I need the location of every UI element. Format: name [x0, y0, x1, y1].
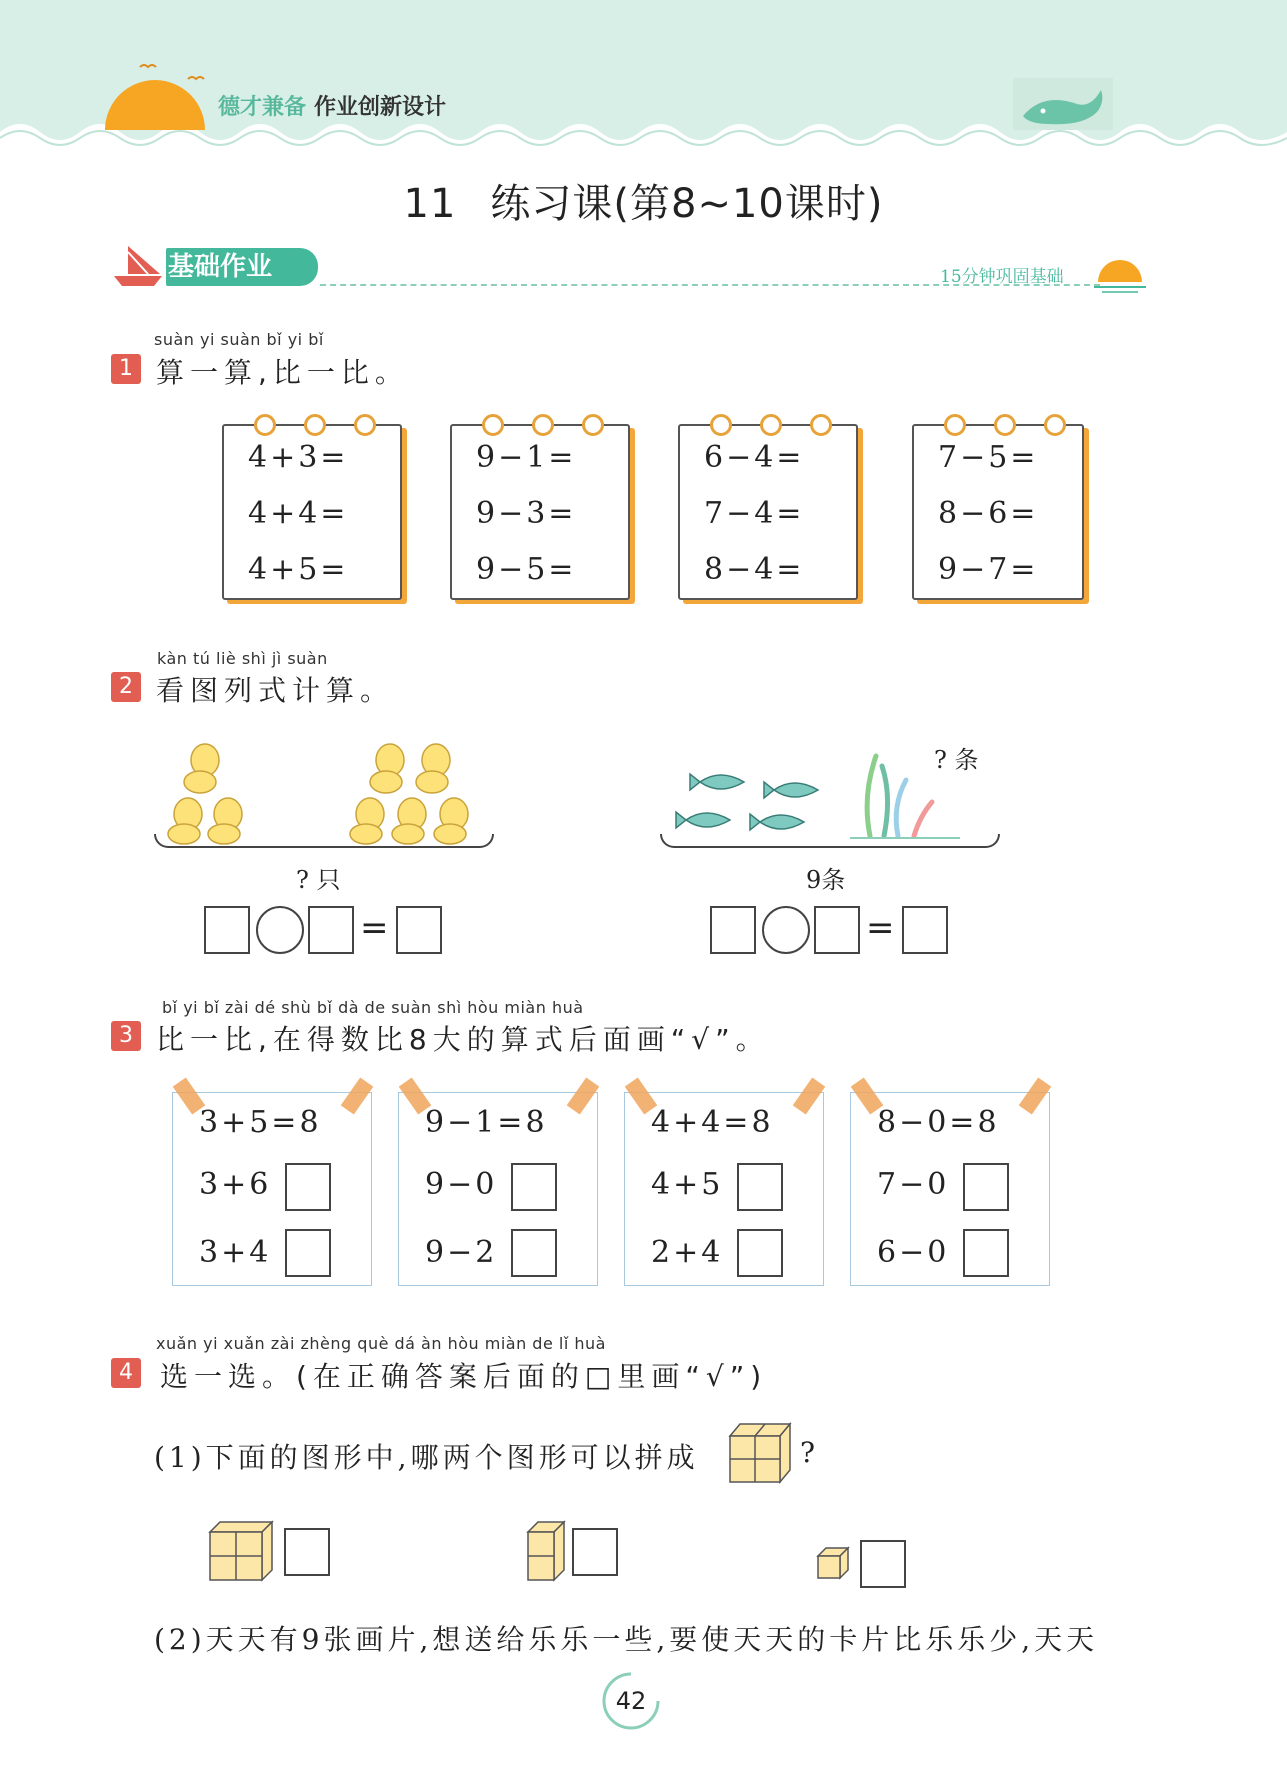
- q4-number: 4: [111, 1358, 141, 1388]
- q2-right-box-3[interactable]: [902, 906, 948, 954]
- target-cube-icon: [726, 1418, 794, 1484]
- q3-note-4-item-2: 6−0: [877, 1235, 950, 1270]
- q2-right-box-2[interactable]: [814, 906, 860, 954]
- q1-card-2-line-2: 9−3=: [476, 496, 577, 531]
- q2-left-caption: ? 只: [296, 866, 341, 894]
- q3-note-2-top: 9−1=8: [425, 1105, 548, 1140]
- q3-note-4: [850, 1092, 1050, 1286]
- q1-text: 算一算,比一比。: [156, 356, 409, 389]
- section-tag: 基础作业: [166, 248, 318, 286]
- q3-note-3-item-1: 4+5: [651, 1167, 724, 1202]
- q3-note-4-box-1[interactable]: [963, 1163, 1009, 1211]
- q3-pinyin: bǐ yi bǐ zài dé shù bǐ dà de suàn shì hòu miàn huà: [162, 998, 584, 1017]
- q2-left-box-2[interactable]: [308, 906, 354, 954]
- q4-option-1-box[interactable]: [284, 1528, 330, 1576]
- q2-left-operator-circle[interactable]: [256, 906, 304, 954]
- q1-pinyin: suàn yi suàn bǐ yi bǐ: [154, 330, 324, 349]
- q1-card-1-line-1: 4+3=: [248, 440, 349, 475]
- q2-right-box-1[interactable]: [710, 906, 756, 954]
- q4-text: 选一选。(在正确答案后面的□里画“√”): [160, 1360, 768, 1393]
- brand-part1: 德才兼备: [218, 95, 307, 120]
- q1-card-3: [678, 424, 858, 600]
- q1-card-4-line-3: 9−7=: [938, 552, 1039, 587]
- q3-note-3-box-2[interactable]: [737, 1229, 783, 1277]
- q3-note-2-box-1[interactable]: [511, 1163, 557, 1211]
- q3-note-1-top: 3+5=8: [199, 1105, 322, 1140]
- q3-note-1-box-2[interactable]: [285, 1229, 331, 1277]
- q4-option-2-box[interactable]: [572, 1528, 618, 1576]
- q3-note-2-item-1: 9−0: [425, 1167, 498, 1202]
- q3-note-2-box-2[interactable]: [511, 1229, 557, 1277]
- q2-pinyin: kàn tú liè shì jì suàn: [157, 649, 328, 668]
- q2-right-equals: =: [866, 908, 895, 948]
- q3-note-4-box-2[interactable]: [963, 1229, 1009, 1277]
- q1-number: 1: [111, 354, 141, 384]
- q1-card-2-line-3: 9−5=: [476, 552, 577, 587]
- q1-card-3-line-2: 7−4=: [704, 496, 805, 531]
- q2-right-question: ? 条: [934, 746, 979, 774]
- q3-note-3-top: 4+4=8: [651, 1105, 774, 1140]
- q3-note-3-item-2: 2+4: [651, 1235, 724, 1270]
- q2-text: 看图列式计算。: [156, 674, 395, 707]
- title-number: 11: [403, 181, 457, 227]
- title-text: 练习课(第8~10课时): [490, 181, 884, 227]
- q3-note-2-item-2: 9−2: [425, 1235, 498, 1270]
- q2-left-equals: =: [360, 908, 389, 948]
- option-shape-3-icon: [816, 1546, 850, 1580]
- q2-number: 2: [111, 672, 141, 702]
- ducks-illustration: [160, 730, 500, 850]
- fish-brace: [660, 834, 1000, 848]
- q1-card-2: [450, 424, 630, 600]
- option-shape-1-icon: [208, 1518, 274, 1582]
- q1-card-3-line-1: 6−4=: [704, 440, 805, 475]
- q1-card-3-line-3: 8−4=: [704, 552, 805, 587]
- q2-right-operator-circle[interactable]: [762, 906, 810, 954]
- q1-card-1-line-2: 4+4=: [248, 496, 349, 531]
- q3-note-1-item-2: 3+4: [199, 1235, 272, 1270]
- q3-text: 比一比,在得数比8大的算式后面画“√”。: [156, 1023, 770, 1056]
- brand-part2: 作业创新设计: [314, 95, 447, 120]
- sunset-icon: [1090, 254, 1150, 298]
- q4-pinyin: xuǎn yi xuǎn zài zhèng què dá àn hòu miàn de lǐ huà: [156, 1334, 606, 1353]
- page-title: [0, 172, 1287, 229]
- q4-sub1-question: ?: [800, 1436, 820, 1469]
- brand: [218, 90, 446, 121]
- q2-left-box-3[interactable]: [396, 906, 442, 954]
- q3-note-1: [172, 1092, 372, 1286]
- q3-number: 3: [111, 1021, 141, 1051]
- q3-note-4-item-1: 7−0: [877, 1167, 950, 1202]
- q3-note-3-box-1[interactable]: [737, 1163, 783, 1211]
- q1-card-4: [912, 424, 1084, 600]
- q2-right-caption: 9条: [806, 866, 846, 894]
- q3-note-4-top: 8−0=8: [877, 1105, 1000, 1140]
- q3-note-3: [624, 1092, 824, 1286]
- q1-card-4-line-1: 7−5=: [938, 440, 1039, 475]
- q3-note-1-item-1: 3+6: [199, 1167, 272, 1202]
- sun-logo-icon: [100, 55, 210, 135]
- q1-card-1: [222, 424, 402, 600]
- page-number: 42: [615, 1687, 647, 1715]
- q4-sub2-text: (2)天天有9张画片,想送给乐乐一些,要使天天的卡片比乐乐少,天天: [154, 1623, 1099, 1656]
- q2-left-box-1[interactable]: [204, 906, 250, 954]
- option-shape-2-icon: [526, 1518, 566, 1582]
- section-right-label: 15分钟巩固基础: [940, 267, 1064, 287]
- ducks-brace: [154, 834, 494, 848]
- q4-option-3-box[interactable]: [860, 1540, 906, 1588]
- sailboat-icon: [110, 244, 166, 290]
- q1-card-2-line-1: 9−1=: [476, 440, 577, 475]
- q1-card-1-line-3: 4+5=: [248, 552, 349, 587]
- whale-icon: [1013, 78, 1113, 130]
- q1-card-4-line-2: 8−6=: [938, 496, 1039, 531]
- q3-note-1-box-1[interactable]: [285, 1163, 331, 1211]
- q4-sub1-text: (1)下面的图形中,哪两个图形可以拼成: [154, 1441, 699, 1474]
- q3-note-2: [398, 1092, 598, 1286]
